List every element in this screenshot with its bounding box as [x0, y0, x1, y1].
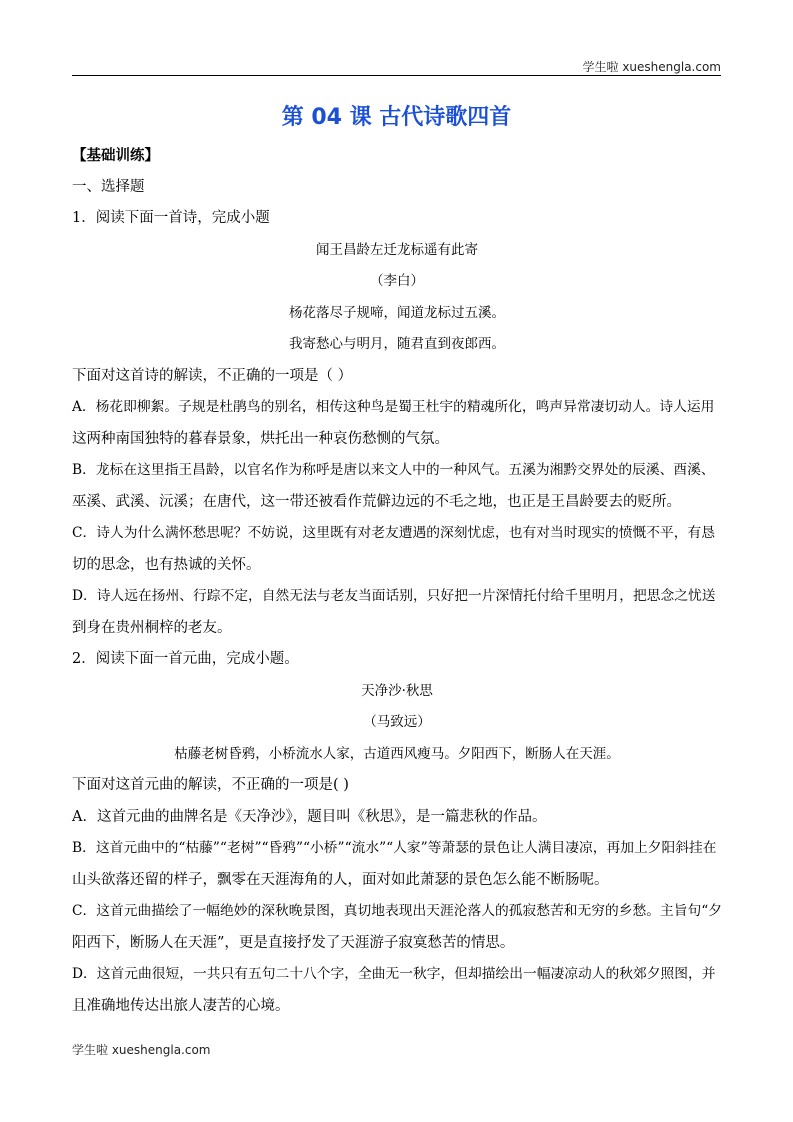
q1-option-a-cont: 这两种南国独特的暮春景象，烘托出一种哀伤愁恻的气氛。 [72, 430, 449, 447]
q2-poem-line: 枯藤老树昏鸦，小桥流水人家，古道西风瘦马。夕阳西下，断肠人在天涯。 [174, 745, 620, 762]
header-site-label: 学生啦 xueshengla.com [582, 60, 721, 74]
section-heading: 【基础训练】 [72, 147, 159, 164]
q2-option-a: A．这首元曲的曲牌名是《天净沙》，题目叫《秋思》，是一篇悲秋的作品。 [72, 808, 547, 825]
q2-poem-title: 天净沙·秋思 [361, 682, 433, 699]
q1-poem-author: （李白） [370, 273, 424, 289]
footer-site-label: 学生啦 xueshengla.com [72, 1043, 211, 1057]
q1-option-d-cont: 到身在贵州桐梓的老友。 [72, 619, 232, 636]
q2-option-d-cont: 且准确地传达出旅人凄苦的心境。 [72, 997, 290, 1014]
document-body [72, 140, 722, 1022]
q1-poem-line: 杨花落尽子规啼，闻道龙标过五溪。 [289, 304, 505, 321]
q2-option-b-cont: 山头欲落还留的样子，飘零在天涯海角的人，面对如此萧瑟的景色怎么能不断肠呢。 [72, 871, 609, 888]
q1-option-a: A．杨花即柳絮。子规是杜鹃鸟的别名，相传这种鸟是蜀王杜宇的精魂所化，鸣声异常凄切动人。诗人运用 [72, 399, 715, 415]
q1-stem: 1．阅读下面一首诗，完成小题 [72, 210, 270, 226]
q1-option-c: C．诗人为什么满怀愁思呢？不妨说，这里既有对老友遭遇的深刻忧虑，也有对当时现实的愤慨不平，有恳 [72, 525, 716, 541]
q2-poem-author: （马致远） [363, 714, 431, 730]
q2-option-b: B．这首元曲中的“枯藤”“老树”“昏鸦”“小桥”“流水”“人家”等萧瑟的景色让人满目凄凉，再加上夕阳斜挂在 [72, 840, 717, 856]
q2-option-c: C．这首元曲描绘了一幅绝妙的深秋晚景图，真切地表现出天涯沦落人的孤寂愁苦和无穷的乡愁。主旨句“夕 [72, 903, 723, 919]
page-title: 第 04 课 古代诗歌四首 [281, 105, 512, 130]
q2-question: 下面对这首元曲的解读，不正确的一项是( ) [72, 777, 349, 793]
q1-question: 下面对这首诗的解读，不正确的一项是（ ） [72, 367, 353, 384]
q2-stem: 2．阅读下面一首元曲，完成小题。 [72, 651, 299, 667]
q1-poem-title: 闻王昌龄左迁龙标遥有此寄 [316, 241, 478, 258]
q2-option-c-cont: 阳西下，断肠人在天涯”，更是直接抒发了天涯游子寂寞愁苦的情思。 [72, 934, 515, 951]
part-heading: 一、选择题 [72, 178, 145, 195]
header-divider [72, 75, 721, 76]
q1-option-c-cont: 切的思念，也有热诚的关怀。 [72, 556, 261, 573]
q2-option-d: D．这首元曲很短，一共只有五句二十八个字，全曲无一秋字，但却描绘出一幅凄凉动人的秋郊夕照图，并 [72, 966, 716, 982]
q1-option-d: D．诗人远在扬州、行踪不定，自然无法与老友当面话别，只好把一片深情托付给千里明月，把思念之忧送 [72, 588, 716, 604]
q1-option-b-cont: 巫溪、武溪、沅溪；在唐代，这一带还被看作荒僻边远的不毛之地，也正是王昌龄要去的贬所。 [72, 493, 681, 510]
q1-poem-line: 我寄愁心与明月，随君直到夜郎西。 [289, 336, 505, 352]
q1-option-b: B．龙标在这里指王昌龄，以官名作为称呼是唐以来文人中的一种风气。五溪为湘黔交界处的辰溪、酉溪、 [72, 462, 715, 478]
